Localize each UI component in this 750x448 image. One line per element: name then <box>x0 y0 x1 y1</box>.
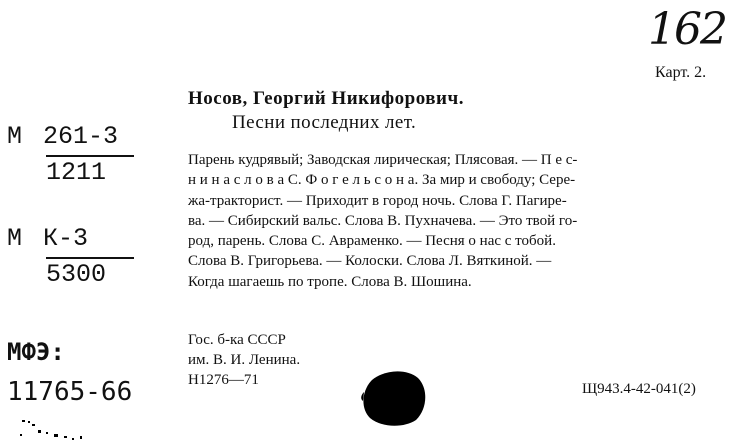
print-specks <box>18 418 88 446</box>
classification-code: Щ943.4-42-041(2) <box>582 381 696 397</box>
publication-line: Н1276—71 <box>188 372 259 388</box>
author-heading: Носов, Георгий Никифорович. <box>188 88 464 109</box>
shelf-mark <box>7 224 107 289</box>
description-line: род, парень. Слова С. Авраменко. — Песня о нас с тобой. <box>188 233 556 250</box>
publication-line: им. В. И. Ленина. <box>188 352 301 368</box>
book-title: Песни последних лет. <box>232 112 417 133</box>
fraction-divider <box>46 257 134 259</box>
card-number-label: Карт. 2. <box>655 64 707 81</box>
description-line: Парень кудрявый; Заводская лирическая; Плясовая. — П е с- <box>188 152 578 168</box>
publication-info <box>188 330 300 390</box>
shelf-mark-denominator: 5300 <box>46 260 107 289</box>
description-line: жа-тракторист. — Приходит в город ночь. Слова Г. Пагире- <box>188 192 567 209</box>
publication-line: Гос. б-ка СССР <box>188 332 286 348</box>
shelf-mark-prefix: М <box>7 224 23 253</box>
shelf-mark-prefix: М <box>7 122 23 151</box>
handwritten-card-number: 162 <box>648 4 726 55</box>
shelf-mark-numerator: К-3 <box>43 224 89 253</box>
description-line: н и н а с л о в а С. Ф о г е л ь с о н а. За мир и свободу; Сере- <box>188 172 576 189</box>
contents-description <box>188 150 728 292</box>
shelf-mark-denominator: 1211 <box>46 158 107 187</box>
description-line: Когда шагаешь по тропе. Слова В. Шошина. <box>188 273 472 290</box>
description-line: ва. — Сибирский вальс. Слова В. Пухначева. — Это твой го- <box>188 212 578 229</box>
ink-blot <box>358 368 430 428</box>
inventory-number: 11765-66 <box>7 377 133 407</box>
fraction-divider <box>46 155 134 157</box>
shelf-mark <box>7 122 119 187</box>
shelf-mark-numerator: 261-3 <box>43 122 119 151</box>
inventory-label: МФЭ: <box>7 338 65 366</box>
description-line: Слова В. Григорьева. — Колоски. Слова Л. Вяткиной. — <box>188 253 552 270</box>
